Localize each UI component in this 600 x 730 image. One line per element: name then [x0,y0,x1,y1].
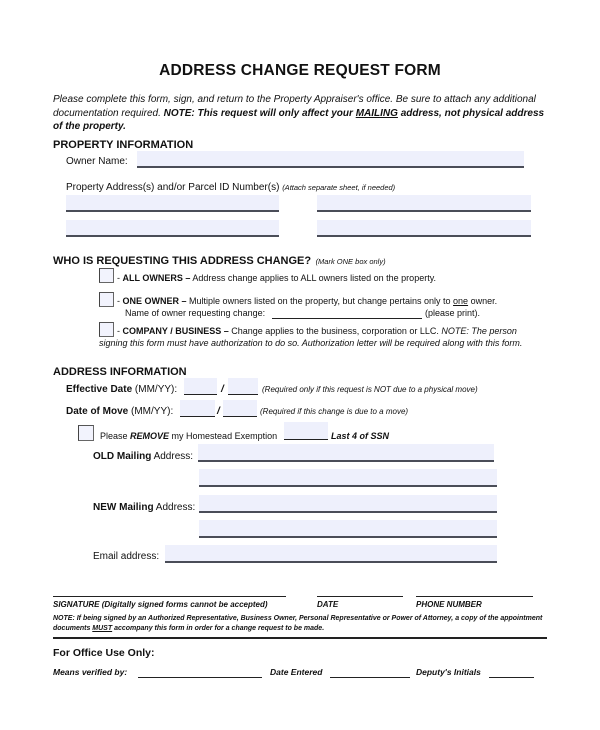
old-mailing-bold: OLD Mailing [93,451,152,462]
date-entered-label: Date Entered [270,667,323,677]
note-part-1: NOTE: If being signed by an Authorized Representative, Business Owner, Personal Representative or Power of Attorney, a copy of the appointment documents [53,615,543,632]
company-business-title: COMPANY / BUSINESS [122,326,222,336]
remove-homestead-label [100,430,277,442]
owner-requesting-field[interactable] [272,306,422,319]
date-of-move-month-field[interactable] [180,400,215,417]
all-owners-desc: Address change applies to ALL owners listed on the property. [190,273,437,283]
deputy-initials-field[interactable] [489,677,534,678]
intro-note-end: address, not physical address of the property. [53,107,545,132]
emdash: – [221,326,229,336]
deputy-initials-label: Deputy's Initials [416,667,481,677]
owner-name-label: Owner Name: [66,156,128,167]
new-mailing-address-line-1[interactable] [199,495,497,513]
effective-date-year-field[interactable] [228,378,258,395]
property-address-field-1[interactable] [66,195,279,212]
owner-requesting-label: Name of owner requesting change: [125,308,266,318]
property-address-label [66,182,395,193]
email-address-label: Email address: [93,551,160,562]
please-print-label: (please print). [425,308,481,318]
date-of-move-label [66,406,173,417]
one-owner-desc-end: owner. [468,296,498,306]
company-business-note-line2: signing this form must have authorization to do so. Authorization letter will be required along with this form. [99,338,523,348]
dash: - [117,296,120,306]
homestead-emphasis: REMOVE [130,431,170,441]
property-address-field-2[interactable] [317,195,531,212]
divider [53,637,547,639]
date-of-move-year-field[interactable] [223,400,257,417]
property-information-heading: PROPERTY INFORMATION [53,139,194,151]
new-mailing-rest: Address: [153,502,196,513]
date-of-move-slash: / [217,406,220,417]
property-address-hint: (Attach separate sheet, if needed) [282,183,396,192]
effective-date-label [66,384,177,395]
form-title: ADDRESS CHANGE REQUEST FORM [159,62,441,79]
company-business-desc: Change applies to the business, corporation or LLC. [228,326,442,336]
company-business-checkbox[interactable] [99,322,114,337]
means-verified-label: Means verified by: [53,667,128,677]
company-business-option [117,325,517,337]
all-owners-title: ALL OWNERS [122,273,183,283]
dash: - [117,326,120,336]
date-of-move-format: (MM/YY): [128,406,174,417]
date-of-move-hint: (Required if this change is due to a move) [260,407,409,416]
new-mailing-label [93,502,195,513]
email-address-field[interactable] [165,545,497,563]
signature-line[interactable] [53,596,286,597]
new-mailing-address-line-2[interactable] [199,520,497,538]
homestead-prefix: Please [100,431,131,441]
all-owners-option [117,272,436,284]
emdash: – [182,273,191,283]
property-address-label-text: Property Address(s) and/or Parcel ID Number(s) [66,182,280,193]
one-owner-desc: Multiple owners listed on the property, but change pertains only to [186,296,454,306]
date-entered-field[interactable] [330,677,410,678]
address-information-heading: ADDRESS INFORMATION [53,366,187,378]
intro-instructions: Please complete this form, sign, and return to the Property Appraiser's office. Be sure to attach any additional documentation required. [53,94,536,119]
effective-date-slash: / [221,384,224,395]
intro-note: NOTE: This request will only affect your [163,107,356,119]
intro-text [53,93,553,134]
effective-date-hint: (Required only if this request is NOT due to a physical move) [262,385,478,394]
office-use-heading: For Office Use Only: [53,647,155,659]
owner-name-field[interactable] [137,151,524,168]
date-line[interactable] [317,596,403,597]
representative-note [53,614,548,634]
ssn-label: Last 4 of SSN [331,431,390,441]
dash: - [117,273,120,283]
homestead-suffix: my Homestead Exemption [169,431,278,441]
effective-date-month-field[interactable] [184,378,217,395]
property-address-field-3[interactable] [66,220,279,237]
old-mailing-address-line-2[interactable] [199,469,497,487]
company-business-note: NOTE: The person [441,326,517,336]
effective-date-label-bold: Effective Date [66,384,133,395]
intro-note-emphasis: MAILING [355,107,398,119]
one-owner-emphasis: one [453,296,469,306]
date-of-move-label-bold: Date of Move [66,406,129,417]
requester-heading-hint: (Mark ONE box only) [315,257,386,266]
one-owner-title: ONE OWNER [122,296,180,306]
note-emphasis: MUST [92,625,113,632]
requester-heading-text: WHO IS REQUESTING THIS ADDRESS CHANGE? [53,255,312,267]
old-mailing-address-line-1[interactable] [198,444,494,462]
requester-heading [53,251,386,269]
phone-line[interactable] [416,596,533,597]
new-mailing-bold: NEW Mailing [93,502,154,513]
date-label: DATE [317,600,339,609]
signature-label: SIGNATURE (Digitally signed forms cannot be accepted) [53,600,268,609]
property-address-field-4[interactable] [317,220,531,237]
note-part-2: accompany this form in order for a change request to be made. [112,625,325,632]
old-mailing-rest: Address: [151,451,194,462]
one-owner-checkbox[interactable] [99,292,114,307]
emdash: – [179,296,187,306]
effective-date-format: (MM/YY): [132,384,178,395]
means-verified-field[interactable] [138,677,262,678]
ssn-last-4-field[interactable] [284,422,328,440]
remove-homestead-checkbox[interactable] [78,425,94,441]
phone-number-label: PHONE NUMBER [416,600,482,609]
all-owners-checkbox[interactable] [99,268,114,283]
old-mailing-label [93,451,193,462]
